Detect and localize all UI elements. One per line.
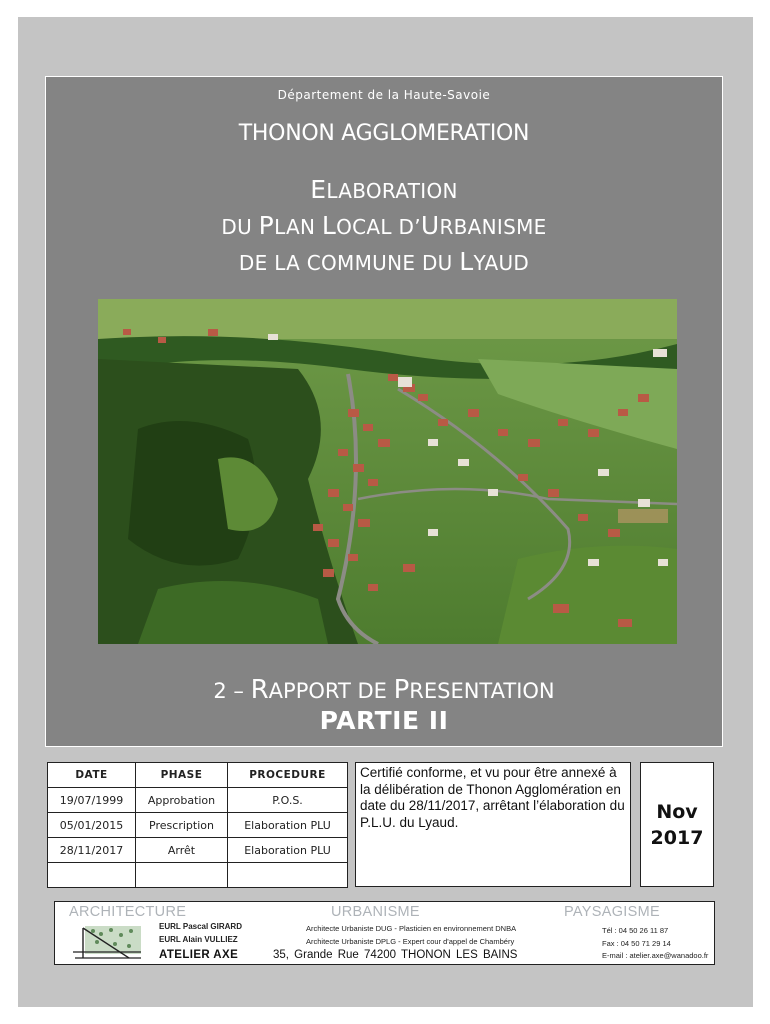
cell-procedure xyxy=(228,863,348,888)
table-row xyxy=(48,838,348,863)
cover-panel xyxy=(45,76,723,747)
atelier-axe-logo-icon xyxy=(71,922,143,962)
date-box xyxy=(640,762,714,887)
cell-procedure: P.O.S. xyxy=(228,788,348,813)
phone: Tél : 04 50 26 11 87 xyxy=(602,926,669,935)
address: 35, Grande Rue 74200 THONON LES BAINS xyxy=(273,949,518,961)
report-title: 2 – RAPPORT DE PRESENTATION xyxy=(213,675,555,705)
date-month: Nov xyxy=(656,800,698,823)
paysagisme-heading: PAYSAGISME xyxy=(564,904,660,920)
cell-date: 19/07/1999 xyxy=(48,788,136,813)
cell-phase: Approbation xyxy=(136,788,228,813)
urbanisme-heading: URBANISME xyxy=(331,904,420,920)
eurl-girard: EURL Pascal GIRARD xyxy=(159,922,242,931)
procedure-table xyxy=(47,762,348,888)
atelier-name: ATELIER AXE xyxy=(159,949,239,961)
cell-procedure: Elaboration PLU xyxy=(228,838,348,863)
cell-phase: Prescription xyxy=(136,813,228,838)
cell-procedure: Elaboration PLU xyxy=(228,813,348,838)
header-date: DATE xyxy=(48,763,136,788)
architecture-heading: ARCHITECTURE xyxy=(69,904,187,920)
table-row xyxy=(48,813,348,838)
cell-phase: Arrêt xyxy=(136,838,228,863)
cell-date: 05/01/2015 xyxy=(48,813,136,838)
date-year: 2017 xyxy=(650,826,704,849)
title-line-3: DE LA COMMUNE DU LYAUD xyxy=(238,247,530,276)
title-line-1: ELABORATION xyxy=(310,175,458,204)
email: E-mail : atelier.axe@wanadoo.fr xyxy=(602,951,709,960)
eurl-vulliez: EURL Alain VULLIEZ xyxy=(159,935,238,944)
cell-phase xyxy=(136,863,228,888)
certification-text: Certifié conforme, et vu pour être annexé à la délibération de Thonon Agglomération en date du 28/11/2017, arrêtant l’élaboration du P.L.U. du Lyaud. xyxy=(355,762,631,887)
header-phase: PHASE xyxy=(136,763,228,788)
header-procedure: PROCEDURE xyxy=(228,763,348,788)
architect-credential-2: Architecte Urbaniste DPLG - Expert cour d'appel de Chambéry xyxy=(306,937,515,946)
department-label: Département de la Haute-Savoie xyxy=(277,88,491,102)
fax: Fax : 04 50 71 29 14 xyxy=(602,939,671,948)
cell-date: 28/11/2017 xyxy=(48,838,136,863)
table-row xyxy=(48,788,348,813)
table-row xyxy=(48,863,348,888)
part-title: PARTIE II xyxy=(319,706,449,735)
agglomeration-title: THONON AGGLOMERATION xyxy=(238,121,530,146)
aerial-village-photo xyxy=(98,299,677,644)
title-line-2: DU PLAN LOCAL D’URBANISME xyxy=(221,211,547,240)
architect-credential-1: Architecte Urbaniste DUG - Plasticien en environnement DNBA xyxy=(306,924,517,933)
cell-date xyxy=(48,863,136,888)
table-header-row xyxy=(48,763,348,788)
footer-banner xyxy=(54,901,715,965)
